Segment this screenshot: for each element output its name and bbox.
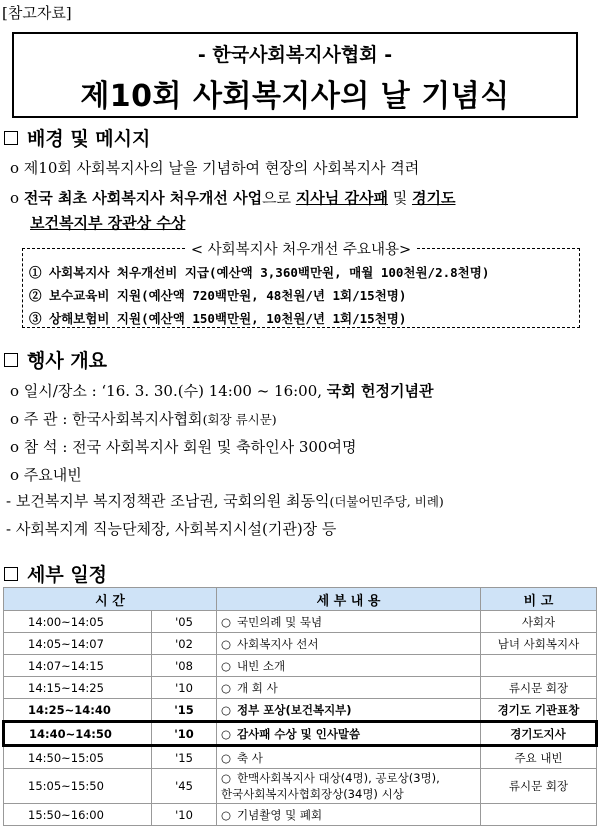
summary-item: ③ 상해보험비 지원(예산액 150백만원, 10천원/년 1회/15천명) (29, 311, 407, 326)
summary-item: ② 보수교육비 지원(예산액 720백만원, 48천원/년 1회/15천명) (29, 288, 407, 303)
title-box (12, 32, 578, 118)
section-background-heading (4, 124, 150, 151)
table-row: 14:15~14:25 '10 ○ 개 회 사 류시문 회장 (4, 677, 597, 699)
table-row-highlighted: 14:40~14:50 '10 ○ 감사패 수상 및 인사말씀 경기도지사 (4, 722, 597, 746)
schedule-table (2, 587, 598, 826)
table-row: 14:50~15:05 '15 ○ 축 사 주요 내빈 (4, 746, 597, 769)
table-row: 14:25~14:40 '15 ○ 정부 포상(보건복지부) 경기도 기관표창 (4, 699, 597, 722)
event-datetime: o 일시/장소 : ‘16. 3. 30.(수) 14:00 ~ 16:00, 국회 헌정기념관 (10, 382, 434, 400)
summary-caption: < 사회복지사 처우개선 주요내용> (23, 238, 579, 259)
header-note: 비 고 (481, 588, 597, 611)
reference-label: [참고자료] (2, 4, 72, 22)
award-minister: 보건복지부 장관상 수상 (30, 214, 186, 232)
award-gyeonggi: 경기도 (412, 189, 456, 207)
background-line-2 (10, 187, 456, 208)
award-governor: 지사님 감사패 (295, 189, 388, 207)
table-row: 14:05~14:07 '02 ○ 사회복지사 선서 남녀 사회복지사 (4, 633, 597, 655)
page-title: 제10회 사회복지사의 날 기념식 (80, 79, 510, 114)
header-content: 세 부 내 용 (217, 588, 481, 611)
program-name: 전국 최초 사회복지사 처우개선 사업 (23, 189, 263, 207)
organizer-title: - 한국사회복지사협회 - (197, 44, 393, 66)
square-bullet-icon (4, 567, 18, 581)
section-schedule-heading (4, 560, 107, 587)
table-header-row (4, 588, 597, 611)
square-bullet-icon (4, 353, 18, 367)
text: 으로 (262, 189, 296, 207)
event-host: o 주 관 : 한국사회복지사협회(회장 류시문) (10, 410, 277, 428)
table-row: 15:50~16:00 '10 ○ 기념촬영 및 폐회 (4, 804, 597, 826)
section-title: 세부 일정 (27, 564, 108, 586)
section-overview-heading (4, 346, 107, 373)
table-row: 14:07~14:15 '08 ○ 내빈 소개 (4, 655, 597, 677)
guests-label: o 주요내빈 (10, 466, 82, 484)
text: 및 (387, 189, 413, 207)
background-line-3 (30, 212, 185, 233)
event-attendees: o 참 석 : 전국 사회복지사 회원 및 축하인사 300여명 (10, 438, 357, 456)
improvement-summary-box (22, 242, 580, 328)
guest-line-2: - 사회복지계 직능단체장, 사회복지시설(기관)장 등 (6, 520, 337, 538)
bullet: o (10, 189, 24, 207)
background-line-1: o 제10회 사회복지사의 날을 기념하여 현장의 사회복지사 격려 (10, 159, 420, 177)
section-title: 배경 및 메시지 (27, 128, 151, 150)
guest-line-1: - 보건복지부 복지정책관 조남권, 국회의원 최동익(더불어민주당, 비례) (6, 492, 444, 510)
venue: 국회 헌정기념관 (326, 382, 434, 400)
table-row: 14:00~14:05 '05 ○ 국민의례 및 묵념 사회자 (4, 611, 597, 633)
summary-item: ① 사회복지사 처우개선비 지급(예산액 3,360백만원, 매월 100천원/2.8천명) (29, 265, 490, 280)
section-title: 행사 개요 (27, 350, 108, 372)
square-bullet-icon (4, 131, 18, 145)
table-row: 15:05~15:50 '45 ○ 한맥사회복지사 대상(4명), 공로상(3명), 한국사회복지사협회장상(34명) 시상 류시문 회장 (4, 769, 597, 804)
header-time: 시 간 (4, 588, 217, 611)
